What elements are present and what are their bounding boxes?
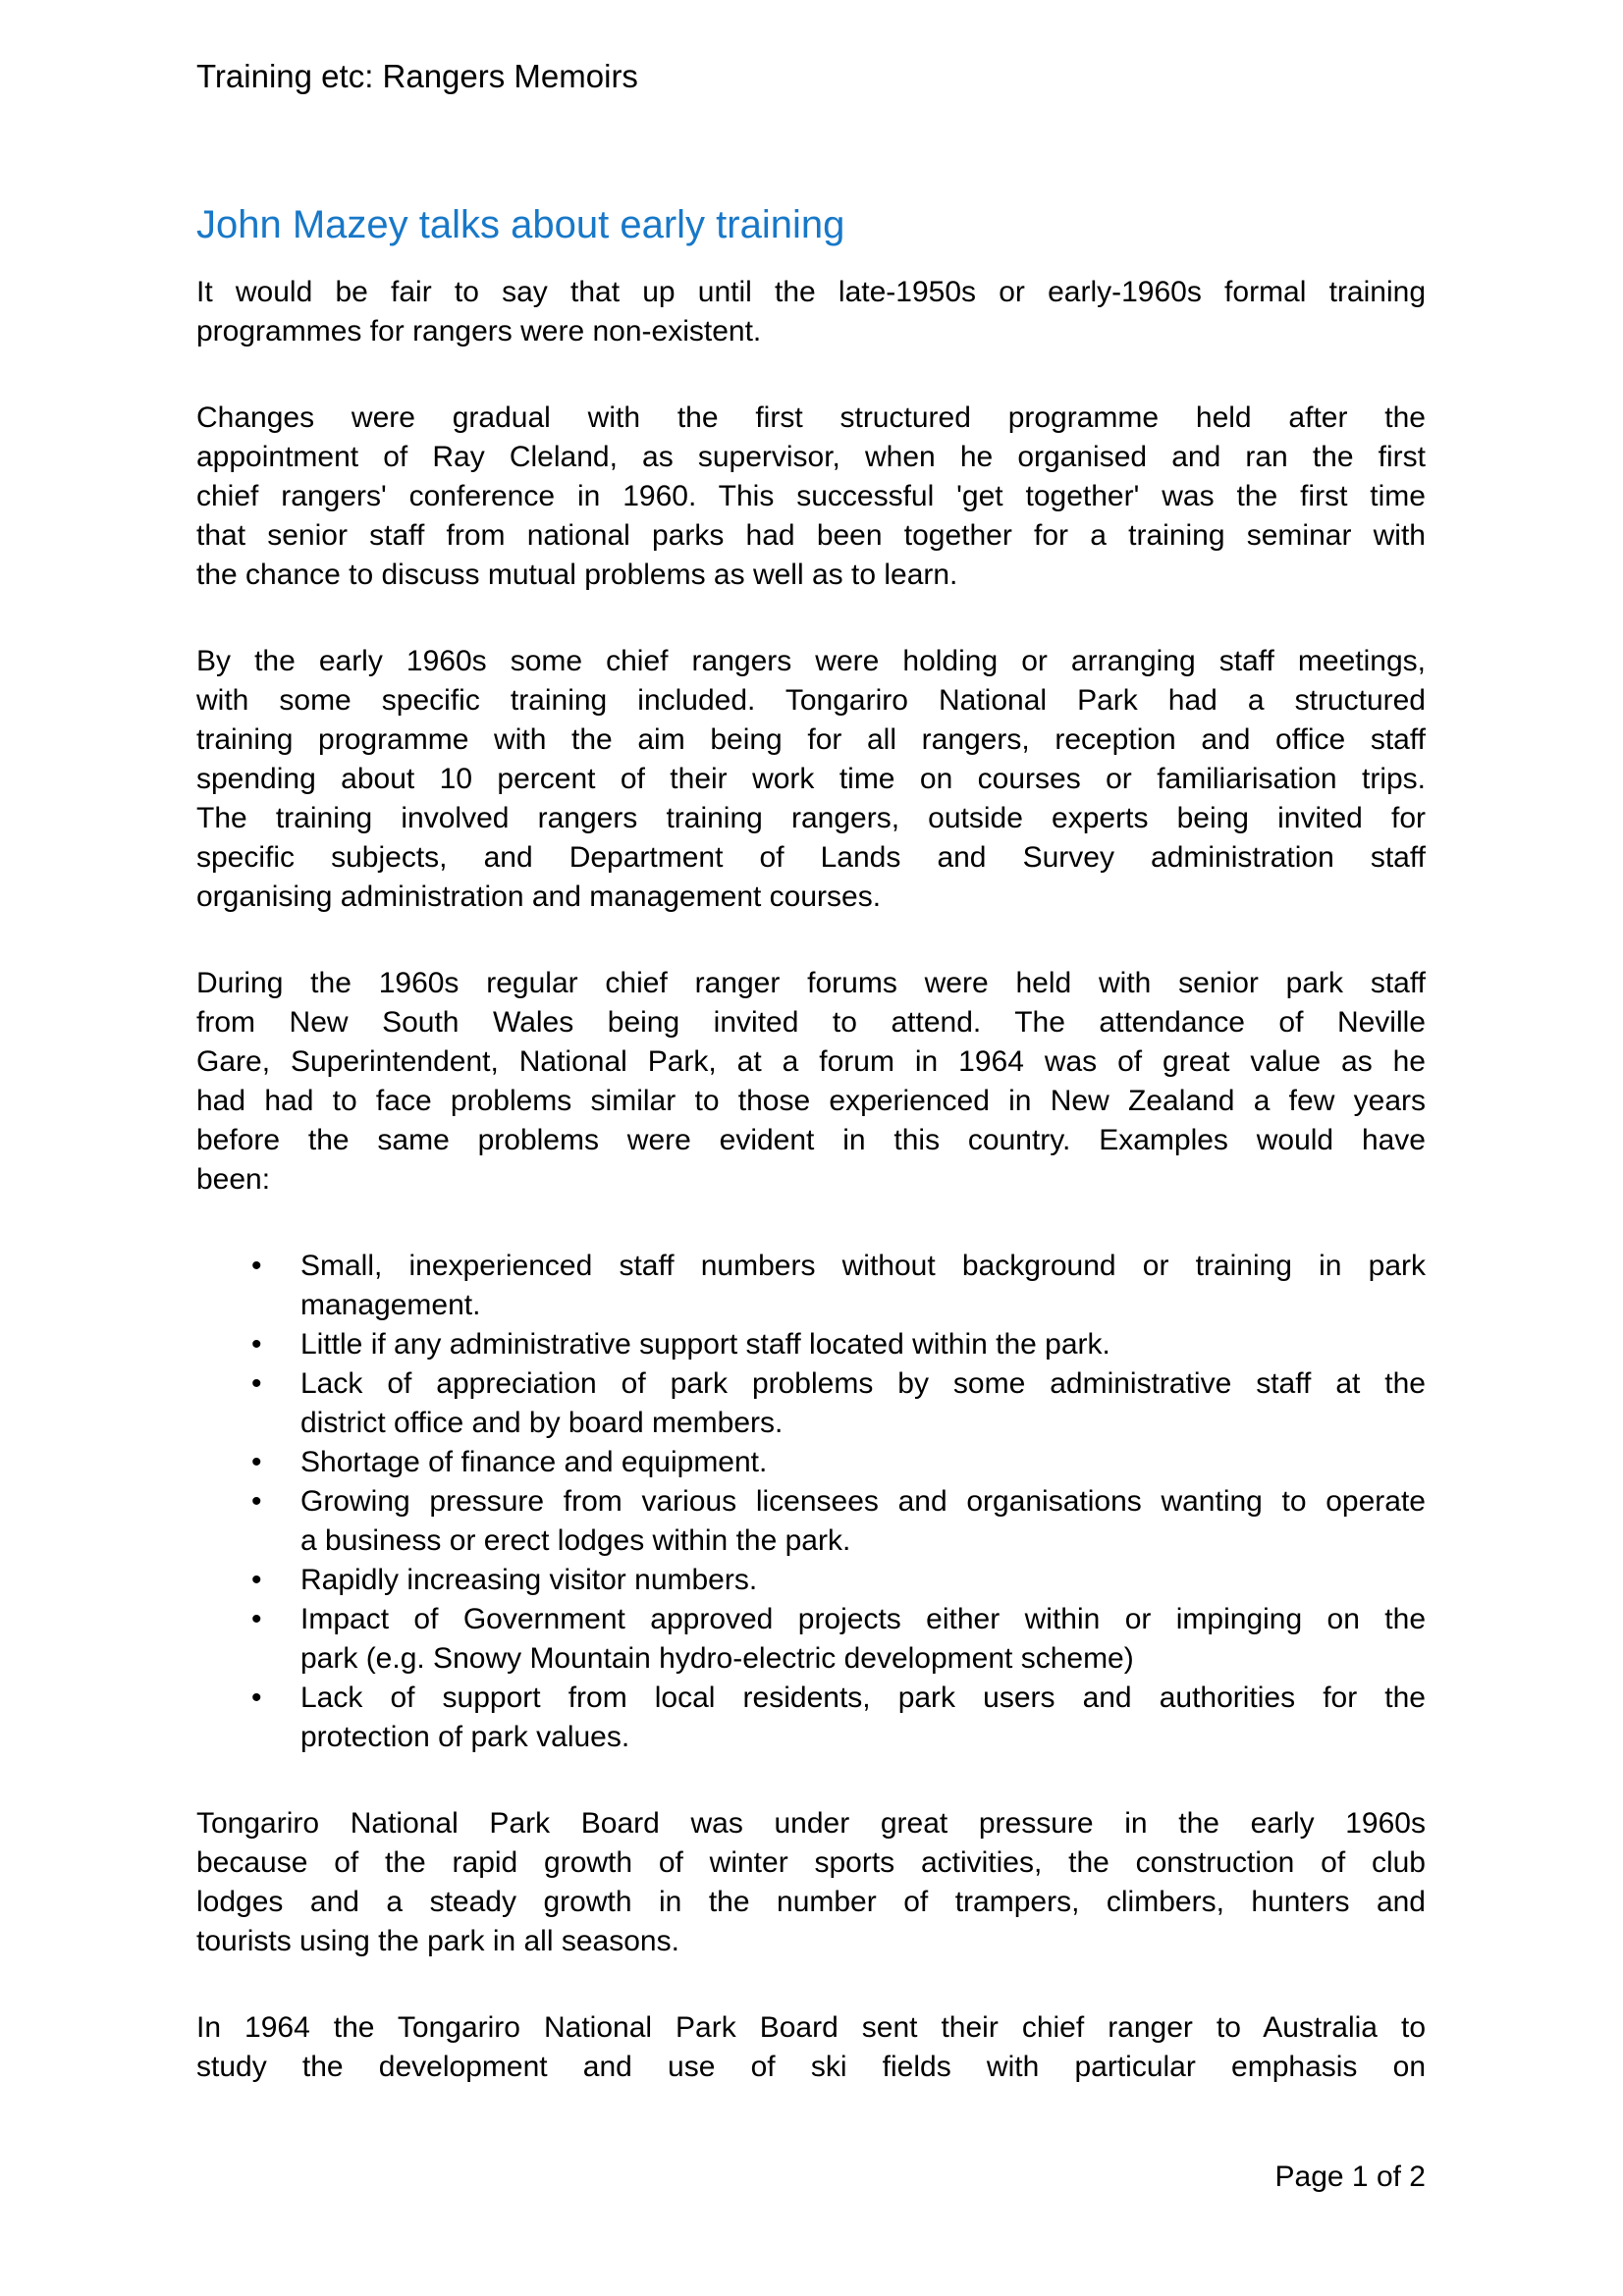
paragraph-line: By the early 1960s some chief rangers were holding or arranging staff meetings, bbox=[196, 645, 1426, 677]
paragraph-line: that senior staff from national parks had been together for a training seminar with bbox=[196, 519, 1426, 552]
paragraph-line: been: bbox=[196, 1163, 271, 1196]
paragraph-line: chief rangers' conference in 1960. This successful 'get together' was the first time bbox=[196, 480, 1426, 512]
bullet-item-text bbox=[300, 1482, 1426, 1561]
bullet-item-text bbox=[300, 1247, 1426, 1325]
paragraph-line: tourists using the park in all seasons. bbox=[196, 1925, 679, 1957]
paragraph-line: Gare, Superintendent, National Park, at a forum in 1964 was of great value as he bbox=[196, 1045, 1426, 1078]
paragraph-line: Tongariro National Park Board was under great pressure in the early 1960s bbox=[196, 1807, 1426, 1840]
bullet-item bbox=[196, 1247, 1426, 1325]
bullet-item bbox=[196, 1600, 1426, 1679]
bullet-line: district office and by board members. bbox=[300, 1407, 784, 1439]
bullet-item-text bbox=[300, 1600, 1426, 1679]
document-content bbox=[196, 57, 1426, 2087]
bullet-item-text bbox=[300, 1325, 1426, 1364]
paragraph-line: before the same problems were evident in this country. Examples would have bbox=[196, 1124, 1426, 1156]
paragraph bbox=[196, 642, 1426, 917]
bullet-icon: • bbox=[251, 1367, 262, 1400]
bullet-item bbox=[196, 1561, 1426, 1600]
bullet-icon: • bbox=[251, 1485, 262, 1518]
paragraph bbox=[196, 273, 1426, 351]
paragraph-line: with some specific training included. Tongariro National Park had a structured bbox=[196, 684, 1426, 717]
page-number-footer: Page 1 of 2 bbox=[1274, 2161, 1426, 2193]
bullet-item-text bbox=[300, 1443, 1426, 1482]
paragraph-line: because of the rapid growth of winter sports activities, the construction of club bbox=[196, 1846, 1426, 1879]
paragraph bbox=[196, 399, 1426, 595]
bullet-list bbox=[196, 1247, 1426, 1757]
bullet-line: management. bbox=[300, 1289, 481, 1321]
paragraph-line: lodges and a steady growth in the number of trampers, climbers, hunters and bbox=[196, 1886, 1426, 1918]
bullet-icon: • bbox=[251, 1682, 262, 1714]
paragraph-line: the chance to discuss mutual problems as well as to learn. bbox=[196, 559, 958, 591]
bullet-line: Small, inexperienced staff numbers without background or training in park bbox=[300, 1250, 1426, 1282]
bullet-item bbox=[196, 1443, 1426, 1482]
bullet-line: Little if any administrative support staff located within the park. bbox=[300, 1328, 1110, 1361]
bullet-item-text bbox=[300, 1679, 1426, 1757]
bullet-line: Impact of Government approved projects either within or impinging on the bbox=[300, 1603, 1426, 1635]
paragraph-line: Changes were gradual with the first structured programme held after the bbox=[196, 401, 1426, 434]
document-title: Training etc: Rangers Memoirs bbox=[196, 58, 638, 94]
bullet-icon: • bbox=[251, 1603, 262, 1635]
paragraph-line: The training involved rangers training rangers, outside experts being invited for bbox=[196, 802, 1426, 834]
paragraph-line: appointment of Ray Cleland, as supervisor, when he organised and ran the first bbox=[196, 441, 1426, 473]
bullet-item-text bbox=[300, 1364, 1426, 1443]
paragraph-line: training programme with the aim being for all rangers, reception and office staff bbox=[196, 723, 1426, 756]
bullet-line: Growing pressure from various licensees and organisations wanting to operate bbox=[300, 1485, 1426, 1518]
paragraph bbox=[196, 2008, 1426, 2087]
paragraph-line: programmes for rangers were non-existent. bbox=[196, 315, 762, 347]
bullet-line: Shortage of finance and equipment. bbox=[300, 1446, 768, 1478]
document-body bbox=[196, 273, 1426, 2087]
bullet-line: Lack of appreciation of park problems by some administrative staff at the bbox=[300, 1367, 1426, 1400]
paragraph bbox=[196, 1804, 1426, 1961]
paragraph-line: It would be fair to say that up until the late-1950s or early-1960s formal training bbox=[196, 276, 1426, 308]
paragraph bbox=[196, 964, 1426, 1200]
bullet-line: park (e.g. Snowy Mountain hydro-electric development scheme) bbox=[300, 1642, 1134, 1675]
bullet-icon: • bbox=[251, 1446, 262, 1478]
bullet-item bbox=[196, 1679, 1426, 1757]
bullet-icon: • bbox=[251, 1564, 262, 1596]
bullet-icon: • bbox=[251, 1328, 262, 1361]
bullet-item bbox=[196, 1364, 1426, 1443]
bullet-line: protection of park values. bbox=[300, 1721, 630, 1753]
paragraph-line: During the 1960s regular chief ranger forums were held with senior park staff bbox=[196, 967, 1426, 999]
paragraph-line: had had to face problems similar to those experienced in New Zealand a few years bbox=[196, 1085, 1426, 1117]
paragraph-line: study the development and use of ski fields with particular emphasis on bbox=[196, 2051, 1426, 2083]
bullet-item bbox=[196, 1325, 1426, 1364]
paragraph-line: organising administration and management courses. bbox=[196, 881, 882, 913]
bullet-line: a business or erect lodges within the park. bbox=[300, 1524, 851, 1557]
paragraph-line: from New South Wales being invited to attend. The attendance of Neville bbox=[196, 1006, 1426, 1039]
bullet-line: Rapidly increasing visitor numbers. bbox=[300, 1564, 758, 1596]
bullet-item-text bbox=[300, 1561, 1426, 1600]
paragraph-line: In 1964 the Tongariro National Park Board sent their chief ranger to Australia to bbox=[196, 2011, 1426, 2044]
bullet-line: Lack of support from local residents, park users and authorities for the bbox=[300, 1682, 1426, 1714]
article-heading: John Mazey talks about early training bbox=[196, 203, 845, 246]
bullet-icon: • bbox=[251, 1250, 262, 1282]
paragraph-line: specific subjects, and Department of Lands and Survey administration staff bbox=[196, 841, 1426, 874]
paragraph-line: spending about 10 percent of their work time on courses or familiarisation trips. bbox=[196, 763, 1426, 795]
bullet-item bbox=[196, 1482, 1426, 1561]
